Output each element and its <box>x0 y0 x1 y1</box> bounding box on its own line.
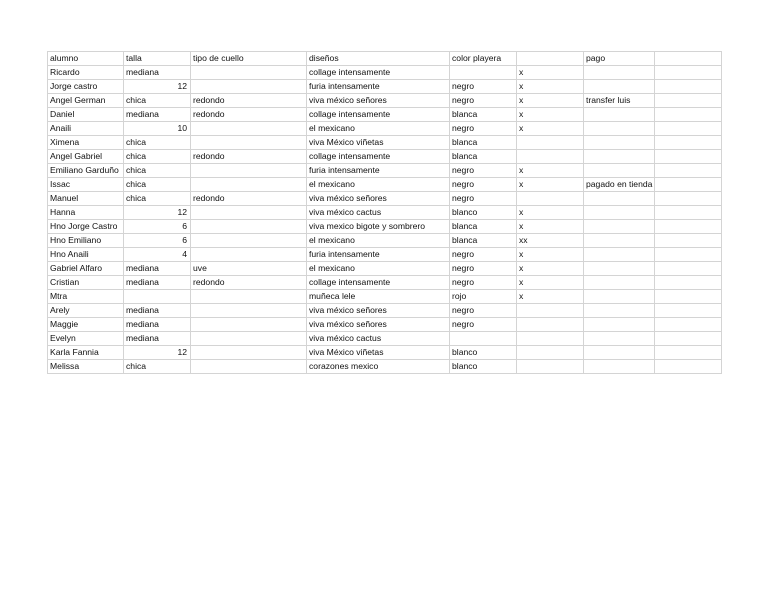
cell-extra[interactable] <box>655 136 722 150</box>
cell-pago[interactable] <box>584 80 655 94</box>
cell-pago[interactable] <box>584 234 655 248</box>
cell-tipo-de-cuello[interactable] <box>191 206 307 220</box>
table-row <box>48 332 722 346</box>
cell-diseno[interactable]: el mexicano <box>307 122 450 136</box>
cell-alumno[interactable]: Evelyn <box>48 332 124 346</box>
cell-alumno[interactable]: Anaili <box>48 122 124 136</box>
cell-pago[interactable] <box>584 332 655 346</box>
cell-extra[interactable] <box>655 332 722 346</box>
cell-pago[interactable] <box>584 248 655 262</box>
table-row <box>48 318 722 332</box>
cell-color-playera[interactable]: negro <box>450 122 517 136</box>
cell-diseno[interactable]: corazones mexico <box>307 360 450 374</box>
cell-diseno[interactable]: viva México viñetas <box>307 346 450 360</box>
table-row <box>48 206 722 220</box>
cell-color-playera[interactable]: negro <box>450 262 517 276</box>
table-row <box>48 192 722 206</box>
cell-alumno[interactable]: Jorge castro <box>48 80 124 94</box>
cell-pago[interactable] <box>584 276 655 290</box>
cell-talla[interactable]: chica <box>124 94 191 108</box>
cell-talla[interactable]: mediana <box>124 332 191 346</box>
cell-marca[interactable]: x <box>517 206 584 220</box>
cell-pago[interactable]: transfer luis <box>584 94 655 108</box>
cell-color-playera[interactable]: negro <box>450 248 517 262</box>
cell-tipo-de-cuello[interactable] <box>191 346 307 360</box>
cell-color-playera[interactable]: negro <box>450 318 517 332</box>
cell-color-playera[interactable] <box>450 66 517 80</box>
cell-extra[interactable] <box>655 66 722 80</box>
cell-marca[interactable]: x <box>517 262 584 276</box>
table-row <box>48 248 722 262</box>
cell-tipo-de-cuello[interactable] <box>191 122 307 136</box>
table-row <box>48 262 722 276</box>
cell-extra[interactable] <box>655 108 722 122</box>
header-row <box>48 52 722 66</box>
cell-tipo-de-cuello[interactable] <box>191 164 307 178</box>
cell-talla[interactable]: 4 <box>124 248 191 262</box>
cell-talla[interactable]: mediana <box>124 318 191 332</box>
cell-talla[interactable] <box>124 290 191 304</box>
cell-marca[interactable] <box>517 150 584 164</box>
cell-color-playera[interactable]: blanca <box>450 108 517 122</box>
cell-pago[interactable] <box>584 360 655 374</box>
cell-marca[interactable]: x <box>517 108 584 122</box>
cell-alumno[interactable]: Angel Gabriel <box>48 150 124 164</box>
cell-tipo-de-cuello[interactable] <box>191 178 307 192</box>
table-row <box>48 66 722 80</box>
table-row <box>48 276 722 290</box>
cell-extra[interactable] <box>655 164 722 178</box>
cell-alumno[interactable]: Arely <box>48 304 124 318</box>
cell-extra[interactable] <box>655 360 722 374</box>
cell-diseno[interactable]: viva méxico cactus <box>307 332 450 346</box>
cell-tipo-de-cuello[interactable] <box>191 220 307 234</box>
cell-marca[interactable] <box>517 318 584 332</box>
cell-alumno[interactable]: Hno Jorge Castro <box>48 220 124 234</box>
cell-marca[interactable]: x <box>517 290 584 304</box>
table-row <box>48 150 722 164</box>
cell-diseno[interactable]: collage intensamente <box>307 66 450 80</box>
cell-tipo-de-cuello[interactable] <box>191 318 307 332</box>
cell-color-playera[interactable]: negro <box>450 94 517 108</box>
cell-alumno[interactable]: Cristian <box>48 276 124 290</box>
cell-marca[interactable] <box>517 304 584 318</box>
table-header <box>48 52 722 66</box>
cell-extra[interactable] <box>655 178 722 192</box>
cell-diseno[interactable]: furia intensamente <box>307 248 450 262</box>
header-disenos[interactable]: diseños <box>307 52 450 66</box>
cell-tipo-de-cuello[interactable] <box>191 360 307 374</box>
cell-talla[interactable]: chica <box>124 164 191 178</box>
cell-alumno[interactable]: Ricardo <box>48 66 124 80</box>
cell-talla[interactable]: mediana <box>124 304 191 318</box>
cell-tipo-de-cuello[interactable] <box>191 136 307 150</box>
cell-diseno[interactable]: viva méxico señores <box>307 318 450 332</box>
cell-pago[interactable] <box>584 136 655 150</box>
cell-talla[interactable]: mediana <box>124 262 191 276</box>
cell-alumno[interactable]: Manuel <box>48 192 124 206</box>
cell-marca[interactable]: x <box>517 276 584 290</box>
orders-table <box>47 51 722 374</box>
cell-tipo-de-cuello[interactable] <box>191 332 307 346</box>
cell-tipo-de-cuello[interactable] <box>191 248 307 262</box>
cell-alumno[interactable]: Melissa <box>48 360 124 374</box>
cell-diseno[interactable]: muñeca lele <box>307 290 450 304</box>
table-row <box>48 108 722 122</box>
cell-color-playera[interactable]: rojo <box>450 290 517 304</box>
cell-diseno[interactable]: collage intensamente <box>307 108 450 122</box>
cell-talla[interactable]: 12 <box>124 80 191 94</box>
cell-diseno[interactable]: viva méxico cactus <box>307 206 450 220</box>
cell-tipo-de-cuello[interactable] <box>191 304 307 318</box>
cell-talla[interactable]: chica <box>124 150 191 164</box>
cell-color-playera[interactable]: negro <box>450 276 517 290</box>
cell-color-playera[interactable]: negro <box>450 164 517 178</box>
table-row <box>48 346 722 360</box>
cell-extra[interactable] <box>655 304 722 318</box>
cell-diseno[interactable]: collage intensamente <box>307 276 450 290</box>
cell-tipo-de-cuello[interactable]: redondo <box>191 192 307 206</box>
cell-diseno[interactable]: el mexicano <box>307 262 450 276</box>
cell-extra[interactable] <box>655 290 722 304</box>
table-row <box>48 234 722 248</box>
cell-marca[interactable] <box>517 346 584 360</box>
cell-marca[interactable] <box>517 192 584 206</box>
cell-extra[interactable] <box>655 94 722 108</box>
cell-talla[interactable]: chica <box>124 136 191 150</box>
cell-marca[interactable]: x <box>517 66 584 80</box>
cell-tipo-de-cuello[interactable]: redondo <box>191 94 307 108</box>
cell-extra[interactable] <box>655 206 722 220</box>
cell-alumno[interactable]: Gabriel Alfaro <box>48 262 124 276</box>
cell-color-playera[interactable]: blanca <box>450 220 517 234</box>
table-row <box>48 94 722 108</box>
cell-diseno[interactable]: collage intensamente <box>307 150 450 164</box>
cell-alumno[interactable]: Angel German <box>48 94 124 108</box>
cell-extra[interactable] <box>655 234 722 248</box>
cell-alumno[interactable]: Mtra <box>48 290 124 304</box>
cell-pago[interactable] <box>584 220 655 234</box>
table-row <box>48 304 722 318</box>
cell-extra[interactable] <box>655 80 722 94</box>
cell-talla[interactable]: mediana <box>124 108 191 122</box>
cell-tipo-de-cuello[interactable] <box>191 80 307 94</box>
cell-pago[interactable] <box>584 318 655 332</box>
cell-color-playera[interactable]: negro <box>450 192 517 206</box>
cell-color-playera[interactable]: blanco <box>450 360 517 374</box>
cell-talla[interactable]: chica <box>124 360 191 374</box>
cell-alumno[interactable]: Hanna <box>48 206 124 220</box>
cell-color-playera[interactable] <box>450 332 517 346</box>
cell-extra[interactable] <box>655 318 722 332</box>
cell-tipo-de-cuello[interactable]: redondo <box>191 150 307 164</box>
cell-marca[interactable]: x <box>517 248 584 262</box>
cell-alumno[interactable]: Karla Fannia <box>48 346 124 360</box>
cell-color-playera[interactable]: blanca <box>450 150 517 164</box>
cell-talla[interactable]: 6 <box>124 220 191 234</box>
cell-diseno[interactable]: viva mexico bigote y sombrero <box>307 220 450 234</box>
cell-pago[interactable] <box>584 122 655 136</box>
header-tipo-de-cuello[interactable]: tipo de cuello <box>191 52 307 66</box>
header-pago[interactable]: pago <box>584 52 655 66</box>
cell-diseno[interactable]: viva méxico señores <box>307 304 450 318</box>
cell-diseno[interactable]: viva méxico señores <box>307 94 450 108</box>
table-row <box>48 290 722 304</box>
cell-pago[interactable] <box>584 164 655 178</box>
cell-talla[interactable]: mediana <box>124 276 191 290</box>
cell-pago[interactable] <box>584 192 655 206</box>
cell-talla[interactable]: 6 <box>124 234 191 248</box>
cell-color-playera[interactable]: blanco <box>450 346 517 360</box>
cell-diseno[interactable]: furia intensamente <box>307 164 450 178</box>
cell-color-playera[interactable]: blanca <box>450 234 517 248</box>
header-color-playera[interactable]: color playera <box>450 52 517 66</box>
cell-diseno[interactable]: furia intensamente <box>307 80 450 94</box>
cell-tipo-de-cuello[interactable] <box>191 290 307 304</box>
table-row <box>48 164 722 178</box>
cell-marca[interactable]: x <box>517 122 584 136</box>
cell-extra[interactable] <box>655 248 722 262</box>
cell-alumno[interactable]: Maggie <box>48 318 124 332</box>
cell-marca[interactable]: xx <box>517 234 584 248</box>
table-row <box>48 80 722 94</box>
cell-marca[interactable]: x <box>517 178 584 192</box>
cell-extra[interactable] <box>655 192 722 206</box>
header-talla[interactable]: talla <box>124 52 191 66</box>
cell-marca[interactable]: x <box>517 94 584 108</box>
cell-talla[interactable]: mediana <box>124 66 191 80</box>
cell-tipo-de-cuello[interactable]: redondo <box>191 276 307 290</box>
cell-marca[interactable] <box>517 136 584 150</box>
cell-extra[interactable] <box>655 122 722 136</box>
cell-pago[interactable] <box>584 108 655 122</box>
table-row <box>48 360 722 374</box>
cell-extra[interactable] <box>655 220 722 234</box>
table-row <box>48 136 722 150</box>
cell-pago[interactable] <box>584 150 655 164</box>
cell-marca[interactable] <box>517 360 584 374</box>
cell-diseno[interactable]: viva méxico señores <box>307 192 450 206</box>
cell-pago[interactable] <box>584 304 655 318</box>
cell-extra[interactable] <box>655 262 722 276</box>
cell-alumno[interactable]: Emiliano Garduño <box>48 164 124 178</box>
cell-talla[interactable]: chica <box>124 192 191 206</box>
table-row <box>48 122 722 136</box>
cell-pago[interactable] <box>584 262 655 276</box>
cell-pago[interactable] <box>584 290 655 304</box>
cell-alumno[interactable]: Issac <box>48 178 124 192</box>
cell-talla[interactable]: chica <box>124 178 191 192</box>
cell-color-playera[interactable]: blanca <box>450 136 517 150</box>
cell-marca[interactable] <box>517 332 584 346</box>
cell-tipo-de-cuello[interactable]: redondo <box>191 108 307 122</box>
cell-talla[interactable]: 10 <box>124 122 191 136</box>
cell-pago[interactable] <box>584 66 655 80</box>
cell-talla[interactable]: 12 <box>124 206 191 220</box>
cell-tipo-de-cuello[interactable] <box>191 234 307 248</box>
cell-alumno[interactable]: Ximena <box>48 136 124 150</box>
table-row <box>48 220 722 234</box>
cell-alumno[interactable]: Hno Emiliano <box>48 234 124 248</box>
cell-alumno[interactable]: Daniel <box>48 108 124 122</box>
table-row <box>48 178 722 192</box>
cell-diseno[interactable]: el mexicano <box>307 234 450 248</box>
cell-color-playera[interactable]: negro <box>450 80 517 94</box>
table-body <box>48 66 722 374</box>
header-alumno[interactable]: alumno <box>48 52 124 66</box>
cell-pago[interactable] <box>584 206 655 220</box>
header-empty-h[interactable] <box>655 52 722 66</box>
cell-pago[interactable]: pagado en tienda <box>584 178 655 192</box>
cell-marca[interactable]: x <box>517 220 584 234</box>
cell-color-playera[interactable]: blanco <box>450 206 517 220</box>
cell-extra[interactable] <box>655 276 722 290</box>
cell-extra[interactable] <box>655 346 722 360</box>
cell-tipo-de-cuello[interactable]: uve <box>191 262 307 276</box>
cell-diseno[interactable]: el mexicano <box>307 178 450 192</box>
cell-color-playera[interactable]: negro <box>450 178 517 192</box>
cell-marca[interactable]: x <box>517 164 584 178</box>
cell-alumno[interactable]: Hno Anaili <box>48 248 124 262</box>
cell-extra[interactable] <box>655 150 722 164</box>
cell-diseno[interactable]: viva México viñetas <box>307 136 450 150</box>
header-empty-f[interactable] <box>517 52 584 66</box>
cell-pago[interactable] <box>584 346 655 360</box>
cell-tipo-de-cuello[interactable] <box>191 66 307 80</box>
cell-color-playera[interactable]: negro <box>450 304 517 318</box>
cell-marca[interactable]: x <box>517 80 584 94</box>
cell-talla[interactable]: 12 <box>124 346 191 360</box>
